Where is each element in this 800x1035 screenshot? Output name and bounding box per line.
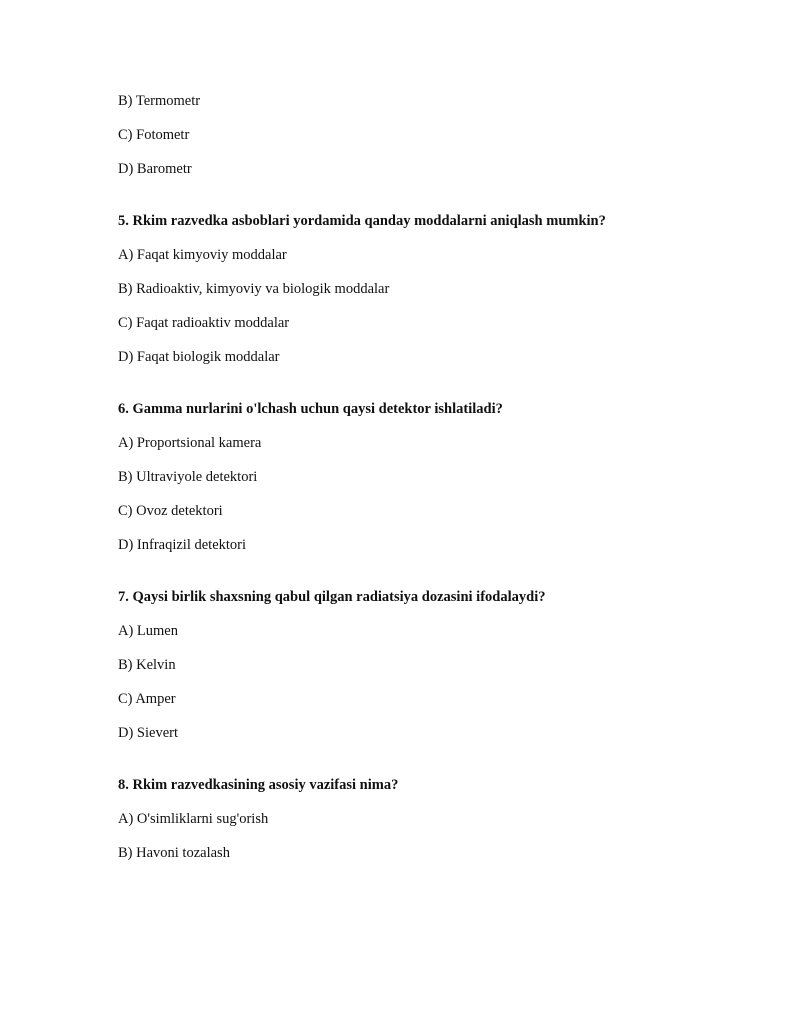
question-text: 8. Rkim razvedkasining asosiy vazifasi nima? bbox=[118, 777, 399, 793]
answer-option: D) Faqat biologik moddalar bbox=[118, 349, 280, 365]
answer-option: B) Ultraviyole detektori bbox=[118, 469, 258, 485]
answer-option: B) Kelvin bbox=[118, 657, 176, 673]
answer-option: C) Fotometr bbox=[118, 127, 190, 143]
answer-option: B) Radioaktiv, kimyoviy va biologik moddalar bbox=[118, 281, 390, 297]
answer-option: A) Proportsional kamera bbox=[118, 435, 262, 451]
answer-option: A) Faqat kimyoviy moddalar bbox=[118, 247, 287, 263]
question-text: 6. Gamma nurlarini o'lchash uchun qaysi detektor ishlatiladi? bbox=[118, 401, 503, 417]
question-block-6 bbox=[118, 400, 758, 554]
question-block-continuation bbox=[118, 92, 758, 178]
question-block-8 bbox=[118, 776, 758, 862]
answer-option: A) O'simliklarni sug'orish bbox=[118, 811, 269, 827]
question-text: 5. Rkim razvedka asboblari yordamida qanday moddalarni aniqlash mumkin? bbox=[118, 213, 606, 229]
answer-option: D) Infraqizil detektori bbox=[118, 537, 247, 553]
document-page bbox=[118, 92, 758, 878]
answer-option: B) Havoni tozalash bbox=[118, 845, 230, 861]
answer-option: D) Barometr bbox=[118, 161, 192, 177]
answer-option: B) Termometr bbox=[118, 93, 201, 109]
question-block-5 bbox=[118, 212, 758, 366]
question-text: 7. Qaysi birlik shaxsning qabul qilgan radiatsiya dozasini ifodalaydi? bbox=[118, 589, 546, 605]
answer-option: A) Lumen bbox=[118, 623, 178, 639]
answer-option: C) Amper bbox=[118, 691, 176, 707]
question-block-7 bbox=[118, 588, 758, 742]
answer-option: C) Ovoz detektori bbox=[118, 503, 223, 519]
answer-option: C) Faqat radioaktiv moddalar bbox=[118, 315, 290, 331]
answer-option: D) Sievert bbox=[118, 725, 178, 741]
